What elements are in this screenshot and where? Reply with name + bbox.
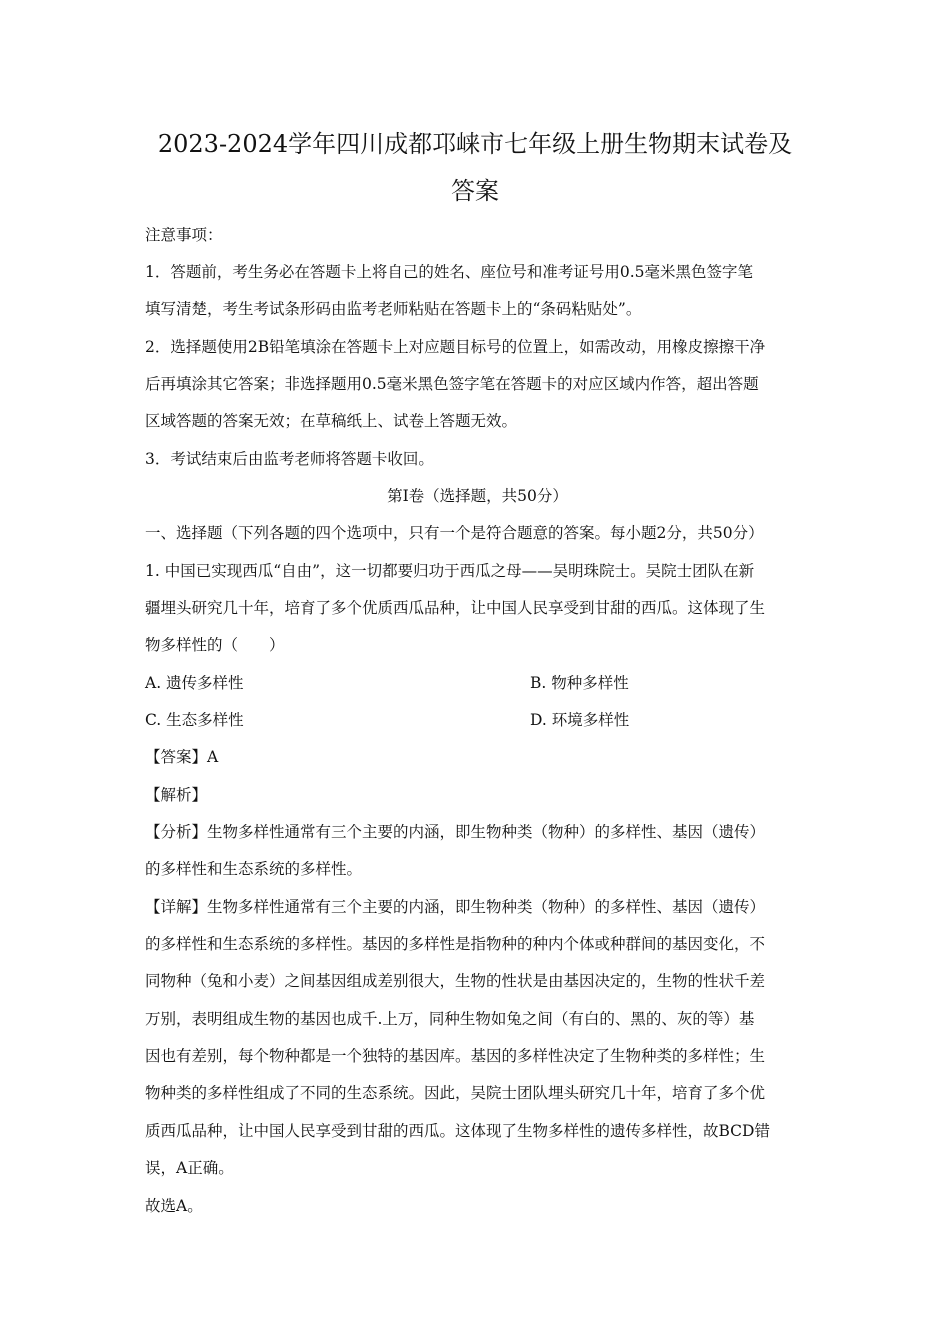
detail-line: 的多样性和生态系统的多样性。基因的多样性是指物种的种内个体或种群间的基因变化，不 bbox=[145, 935, 766, 953]
notice-line: 区域答题的答案无效；在草稿纸上、试卷上答题无效。 bbox=[145, 412, 518, 430]
section-instruction: 一、选择题（下列各题的四个选项中，只有一个是符合题意的答案。每小题2分，共50分） bbox=[145, 524, 764, 542]
analysis-line: 【分析】生物多样性通常有三个主要的内涵，即生物种类（物种）的多样性、基因（遗传） bbox=[145, 823, 766, 841]
analysis-line: 的多样性和生态系统的多样性。 bbox=[145, 860, 363, 878]
option-a: A. 遗传多样性 bbox=[145, 674, 244, 692]
notice-line: 2．选择题使用2B铅笔填涂在答题卡上对应题目标号的位置上，如需改动，用橡皮擦擦干净 bbox=[145, 338, 766, 356]
detail-line: 物种类的多样性组成了不同的生态系统。因此，吴院士团队埋头研究几十年，培育了多个优 bbox=[145, 1084, 766, 1102]
notice-line: 后再填涂其它答案；非选择题用0.5毫米黑色签字笔在答题卡的对应区域内作答，超出答题 bbox=[145, 375, 759, 393]
section-title: 第Ⅰ卷（选择题，共50分） bbox=[387, 487, 568, 505]
detail-line: 质西瓜品种，让中国人民享受到甘甜的西瓜。这体现了生物多样性的遗传多样性，故BCD错 bbox=[145, 1122, 770, 1140]
question-stem-line: 物多样性的（ ） bbox=[145, 636, 285, 654]
document-title-line-1: 2023-2024学年四川成都邛崃市七年级上册生物期末试卷及 bbox=[157, 130, 793, 158]
question-stem-line: 疆埋头研究几十年，培育了多个优质西瓜品种，让中国人民享受到甘甜的西瓜。这体现了生 bbox=[145, 599, 766, 617]
notice-line: 3．考试结束后由监考老师将答题卡收回。 bbox=[145, 450, 434, 468]
option-c: C. 生态多样性 bbox=[145, 711, 244, 729]
document-title-line-2: 答案 bbox=[451, 177, 499, 205]
detail-line: 同物种（兔和小麦）之间基因组成差别很大，生物的性状是由基因决定的，生物的性状千差 bbox=[145, 972, 766, 990]
notice-line: 1．答题前，考生务必在答题卡上将自己的姓名、座位号和准考证号用0.5毫米黑色签字笔 bbox=[145, 263, 754, 281]
analysis-heading: 【解析】 bbox=[145, 786, 208, 804]
detail-line: 万别，表明组成生物的基因也成千.上万，同种生物如兔之间（有白的、黑的、灰的等）基 bbox=[145, 1010, 755, 1028]
detail-line: 因也有差别，每个物种都是一个独特的基因库。基因的多样性决定了生物种类的多样性；生 bbox=[145, 1047, 766, 1065]
question-stem-line: 1. 中国已实现西瓜“自由”，这一切都要归功于西瓜之母——吴明珠院士。吴院士团队在新 bbox=[145, 562, 755, 580]
option-b: B. 物种多样性 bbox=[530, 674, 629, 692]
answer-line: 【答案】A bbox=[145, 748, 219, 766]
option-d: D. 环境多样性 bbox=[530, 711, 630, 729]
conclusion-line: 故选A。 bbox=[145, 1197, 203, 1215]
detail-line: 【详解】生物多样性通常有三个主要的内涵，即生物种类（物种）的多样性、基因（遗传） bbox=[145, 898, 766, 916]
notice-heading: 注意事项： bbox=[145, 226, 223, 244]
notice-line: 填写清楚，考生考试条形码由监考老师粘贴在答题卡上的“条码粘贴处”。 bbox=[145, 300, 642, 318]
detail-line: 误，A正确。 bbox=[145, 1159, 234, 1177]
